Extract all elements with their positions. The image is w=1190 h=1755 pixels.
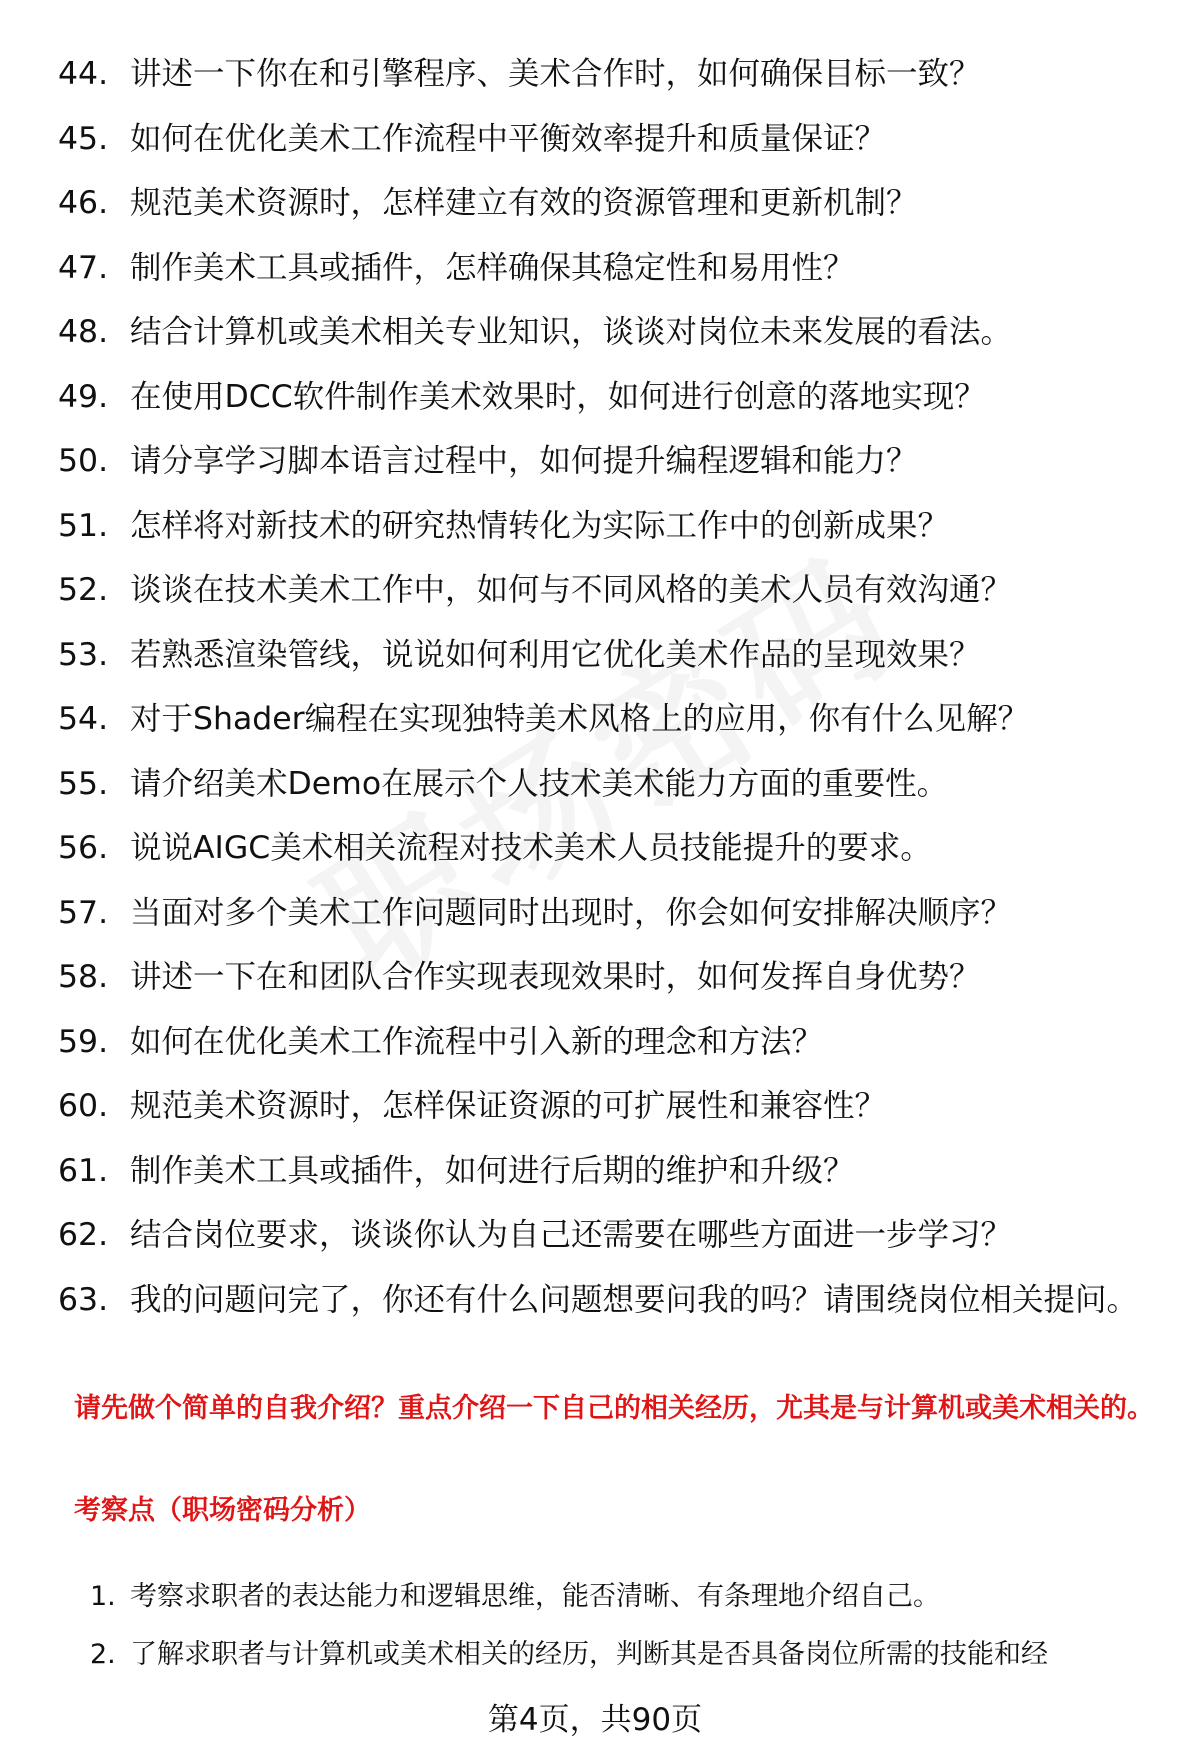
question-text: 请介绍美术Demo在展示个人技术美术能力方面的重要性。: [130, 765, 949, 802]
question-text: 谈谈在技术美术工作中，如何与不同风格的美术人员有效沟通？: [130, 572, 1013, 608]
question-text: 请分享学习脚本语言过程中，如何提升编程逻辑和能力？: [130, 443, 918, 479]
question-text: 如何在优化美术工作流程中引入新的理念和方法？: [130, 1023, 824, 1060]
question-item: [58, 375, 1138, 419]
question-text: 结合计算机或美术相关专业知识，谈谈对岗位未来发展的看法。: [130, 314, 1013, 350]
question-item: [58, 181, 1138, 225]
point-text: 考察求职者的表达能力和逻辑思维，能否清晰、有条理地介绍自己。: [130, 1581, 940, 1612]
highlight-question: 请先做个简单的自我介绍？重点介绍一下自己的相关经历，尤其是与计算机或美术相关的。: [74, 1393, 1154, 1424]
question-number: 47.: [58, 249, 109, 286]
question-text: 当面对多个美术工作问题同时出现时，你会如何安排解决顺序？: [130, 894, 1013, 931]
question-number: 57.: [58, 894, 109, 931]
question-text: 结合岗位要求，谈谈你认为自己还需要在哪些方面进一步学习？: [130, 1217, 1013, 1253]
question-item: [58, 955, 1138, 999]
question-item: [58, 1278, 1138, 1322]
question-item: [58, 310, 1138, 354]
question-text: 制作美术工具或插件，如何进行后期的维护和升级？: [130, 1152, 855, 1189]
question-list: [58, 52, 1138, 1342]
question-item: [58, 1020, 1138, 1064]
question-number: 45.: [58, 120, 109, 157]
question-text: 如何在优化美术工作流程中平衡效率提升和质量保证？: [130, 120, 887, 157]
section-title: 考察点（职场密码分析）: [74, 1495, 371, 1526]
question-text: 讲述一下你在和引擎程序、美术合作时，如何确保目标一致？: [130, 56, 981, 92]
question-item: [58, 52, 1138, 96]
question-item: [58, 1213, 1138, 1257]
question-text: 若熟悉渲染管线，说说如何利用它优化美术作品的呈现效果？: [130, 636, 981, 673]
question-item: [58, 568, 1138, 612]
question-number: 55.: [58, 765, 109, 802]
question-number: 58.: [58, 959, 109, 995]
question-item: [58, 439, 1138, 483]
point-text: 了解求职者与计算机或美术相关的经历，判断其是否具备岗位所需的技能和经: [130, 1639, 1048, 1670]
question-number: 61.: [58, 1152, 109, 1189]
assessment-point: [90, 1636, 1165, 1674]
question-item: [58, 762, 1138, 806]
question-item: [58, 826, 1138, 870]
question-text: 在使用DCC软件制作美术效果时，如何进行创意的落地实现？: [130, 378, 986, 415]
question-number: 56.: [58, 830, 109, 866]
question-item: [58, 697, 1138, 741]
page-footer: 第4页，共90页: [487, 1702, 703, 1738]
question-text: 制作美术工具或插件，怎样确保其稳定性和易用性？: [130, 249, 855, 286]
question-text: 我的问题问完了，你还有什么问题想要问我的吗？请围绕岗位相关提问。: [130, 1281, 1139, 1318]
question-number: 51.: [58, 507, 109, 544]
question-text: 规范美术资源时，怎样建立有效的资源管理和更新机制？: [130, 185, 918, 221]
question-number: 48.: [58, 314, 109, 350]
question-number: 62.: [58, 1217, 109, 1253]
question-text: 讲述一下在和团队合作实现表现效果时，如何发挥自身优势？: [130, 959, 981, 995]
question-number: 50.: [58, 443, 109, 479]
question-number: 60.: [58, 1088, 109, 1124]
question-number: 44.: [58, 56, 109, 92]
assessment-points: [90, 1578, 1165, 1694]
question-text: 说说AIGC美术相关流程对技术美术人员技能提升的要求。: [130, 830, 932, 866]
question-text: 规范美术资源时，怎样保证资源的可扩展性和兼容性？: [130, 1088, 887, 1124]
question-item: [58, 504, 1138, 548]
question-number: 52.: [58, 572, 109, 608]
question-number: 49.: [58, 378, 109, 415]
assessment-point: [90, 1578, 1165, 1616]
question-number: 59.: [58, 1023, 109, 1060]
question-item: [58, 891, 1138, 935]
question-item: [58, 633, 1138, 677]
question-text: 对于Shader编程在实现独特美术风格上的应用，你有什么见解？: [130, 701, 1030, 737]
question-item: [58, 117, 1138, 161]
question-item: [58, 1084, 1138, 1128]
question-number: 46.: [58, 185, 109, 221]
question-number: 63.: [58, 1281, 109, 1318]
question-item: [58, 1149, 1138, 1193]
point-number: 2.: [90, 1639, 116, 1670]
question-item: [58, 246, 1138, 290]
point-number: 1.: [90, 1581, 116, 1612]
question-number: 53.: [58, 636, 109, 673]
question-number: 54.: [58, 701, 109, 737]
question-text: 怎样将对新技术的研究热情转化为实际工作中的创新成果？: [130, 507, 950, 544]
